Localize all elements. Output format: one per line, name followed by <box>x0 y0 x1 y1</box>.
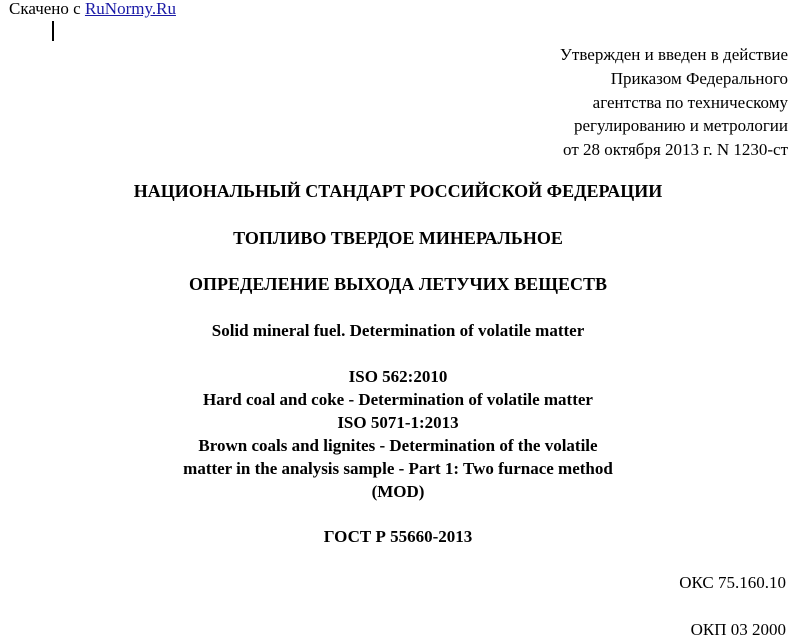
iso-line: Brown coals and lignites - Determination of the volatile <box>198 436 598 455</box>
approval-line: агентства по техническому <box>592 92 788 112</box>
gost-number: ГОСТ Р 55660-2013 <box>323 527 473 546</box>
text-cursor <box>52 21 54 41</box>
determination-title: ОПРЕДЕЛЕНИЕ ВЫХОДА ЛЕТУЧИХ ВЕЩЕСТВ <box>189 274 607 294</box>
approval-line: Утвержден и введен в действие <box>559 45 788 64</box>
source-line <box>9 0 176 19</box>
iso-line: Hard coal and coke - Determination of volatile matter <box>203 390 593 409</box>
iso-line: (MOD) <box>371 482 425 501</box>
national-standard-title: НАЦИОНАЛЬНЫЙ СТАНДАРТ РОССИЙСКОЙ ФЕДЕРАЦИИ <box>133 181 663 201</box>
iso-line: ISO 5071-1:2013 <box>337 413 459 432</box>
iso-references <box>0 365 790 503</box>
oks-code: ОКС 75.160.10 <box>679 573 786 592</box>
approval-line: регулированию и метрологии <box>573 116 788 136</box>
iso-line: ISO 562:2010 <box>348 367 448 386</box>
downloaded-from-label: Скачено с <box>9 0 81 18</box>
english-title: Solid mineral fuel. Determination of volatile matter <box>211 321 585 340</box>
approval-block <box>388 43 788 162</box>
approval-line: Приказом Федерального <box>610 68 788 88</box>
okp-code: ОКП 03 2000 <box>690 620 786 639</box>
fuel-title: ТОПЛИВО ТВЕРДОЕ МИНЕРАЛЬНОЕ <box>233 228 563 248</box>
approval-line: от 28 октября 2013 г. N 1230-ст <box>563 140 788 160</box>
iso-line: matter in the analysis sample - Part 1: Two furnace method <box>183 459 613 478</box>
source-link[interactable]: RuNormy.Ru <box>84 0 176 18</box>
